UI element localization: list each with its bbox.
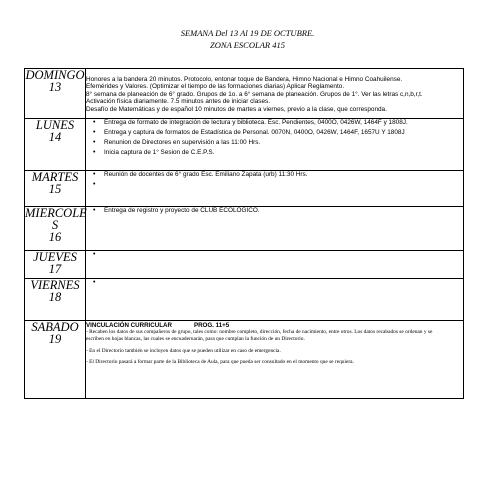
week-title: SEMANA Del 13 Al 19 DE OCTUBRE. bbox=[180, 28, 315, 38]
day-date: 13 bbox=[48, 80, 62, 94]
text-line: Honores a la bandera 20 minutos. Protocolo, entonar toque de Bandera, Himno Nacional e Himno Coahuilense. bbox=[86, 76, 403, 83]
bullet-list bbox=[86, 251, 463, 258]
content-sabado bbox=[86, 321, 464, 399]
list-item: • Entrega de formato de integración de lectura y biblioteca. Esc. Pendientes, 0400O, 0426W, 1464F y 1808J. bbox=[104, 119, 463, 126]
day-date: 16 bbox=[48, 230, 62, 244]
bullet-list bbox=[86, 119, 463, 156]
content-viernes bbox=[86, 279, 464, 321]
day-name-line2: S bbox=[51, 218, 59, 232]
day-cell-lunes bbox=[25, 119, 86, 171]
list-item: • Reunión de docentes de 6° grado Esc. Emiliano Zapata (urb) 11:30 Hrs. bbox=[104, 171, 463, 178]
bullet-list bbox=[86, 279, 463, 286]
list-item: • Inicia captura de 1° Sesion de C.E.P.S. bbox=[104, 149, 463, 156]
content-lunes bbox=[86, 119, 464, 171]
day-name: SABADO bbox=[31, 320, 79, 334]
weekly-schedule-table bbox=[24, 68, 464, 399]
text-line: Efemérides y Valores. (Optimizar el tiempo de las formaciones diarias) Aplicar Reglamento. bbox=[86, 83, 345, 91]
text-line: escriben en hojas blancas, las cuales se encuadernarán, para que cumplan la función de un Directorio. bbox=[86, 336, 305, 342]
text-line: - En el Directorio también se incluyen datos que se pueden utilizar en caso de emergencia. bbox=[86, 347, 281, 354]
content-miercoles bbox=[86, 207, 464, 251]
list-item bbox=[104, 251, 463, 258]
text-line: Activación física diariamente. 7.5 minutos antes de iniciar clases. bbox=[86, 98, 270, 106]
text-line: 8° semana de planeación de 6° grado. Grupos de 1o. a 6° semana de planeación. Grupos de 1°. Ver las letras c,n,b,r,t. bbox=[86, 90, 423, 98]
text-line: - El Directorio pasará a formar parte de la Biblioteca de Aula, para que pueda ser consultado en el momento que se requiera. bbox=[86, 359, 354, 366]
day-date: 19 bbox=[48, 332, 62, 346]
day-cell-jueves bbox=[25, 251, 86, 279]
row-domingo bbox=[25, 69, 464, 119]
day-date: 17 bbox=[48, 262, 62, 276]
row-jueves bbox=[25, 251, 464, 279]
list-item: • Entrega y captura de formatos de Estadística de Personal. 0070N, 0400O, 0426W, 1464F, 1657U Y 1808J bbox=[104, 129, 463, 136]
list-item bbox=[104, 279, 463, 286]
bullet-list bbox=[86, 207, 463, 214]
zone-title: ZONA ESCOLAR 415 bbox=[210, 40, 285, 50]
content-jueves bbox=[86, 251, 464, 279]
row-miercoles bbox=[25, 207, 464, 251]
list-item bbox=[104, 181, 463, 188]
text-line: - Recaben los datos de sus compañeros de grupo, tales como: nombre completo, dirección, fecha de nacimiento, entre otros. Los datos recabados se ordenan y se bbox=[86, 329, 433, 336]
program-label: PROG. 11+5 bbox=[193, 322, 230, 329]
vinculacion-title: VINCULACIÓN CURRICULAR bbox=[86, 322, 172, 329]
content-martes bbox=[86, 171, 464, 207]
list-item: • Renunion de Directores en supervisión a las 11:00 Hrs. bbox=[104, 139, 463, 146]
day-name: DOMINGO bbox=[25, 68, 85, 82]
day-name: MARTES bbox=[31, 170, 79, 184]
day-name: JUEVES bbox=[33, 250, 77, 264]
row-martes bbox=[25, 171, 464, 207]
text-line: Desafío de Matemáticas y de español 10 minutos de martes a viernes, previo a la clase, que corresponda. bbox=[86, 105, 387, 113]
day-cell-domingo bbox=[25, 69, 86, 119]
day-cell-miercoles bbox=[25, 207, 86, 251]
list-item: • Entrega de registro y proyecto de CLUB ECOLOGICO. bbox=[104, 207, 463, 214]
bullet-list bbox=[86, 171, 463, 188]
day-date: 15 bbox=[48, 182, 62, 196]
row-viernes bbox=[25, 279, 464, 321]
row-sabado bbox=[25, 321, 464, 399]
day-date: 14 bbox=[48, 130, 62, 144]
day-cell-sabado bbox=[25, 321, 86, 399]
content-domingo bbox=[86, 69, 464, 119]
day-date: 18 bbox=[48, 290, 62, 304]
paragraph bbox=[86, 329, 463, 365]
day-name: VIERNES bbox=[30, 278, 80, 292]
day-cell-viernes bbox=[25, 279, 86, 321]
row-lunes bbox=[25, 119, 464, 171]
day-name-line1: MIERCOLE bbox=[25, 206, 87, 220]
day-name: LUNES bbox=[35, 118, 75, 132]
day-cell-martes bbox=[25, 171, 86, 207]
